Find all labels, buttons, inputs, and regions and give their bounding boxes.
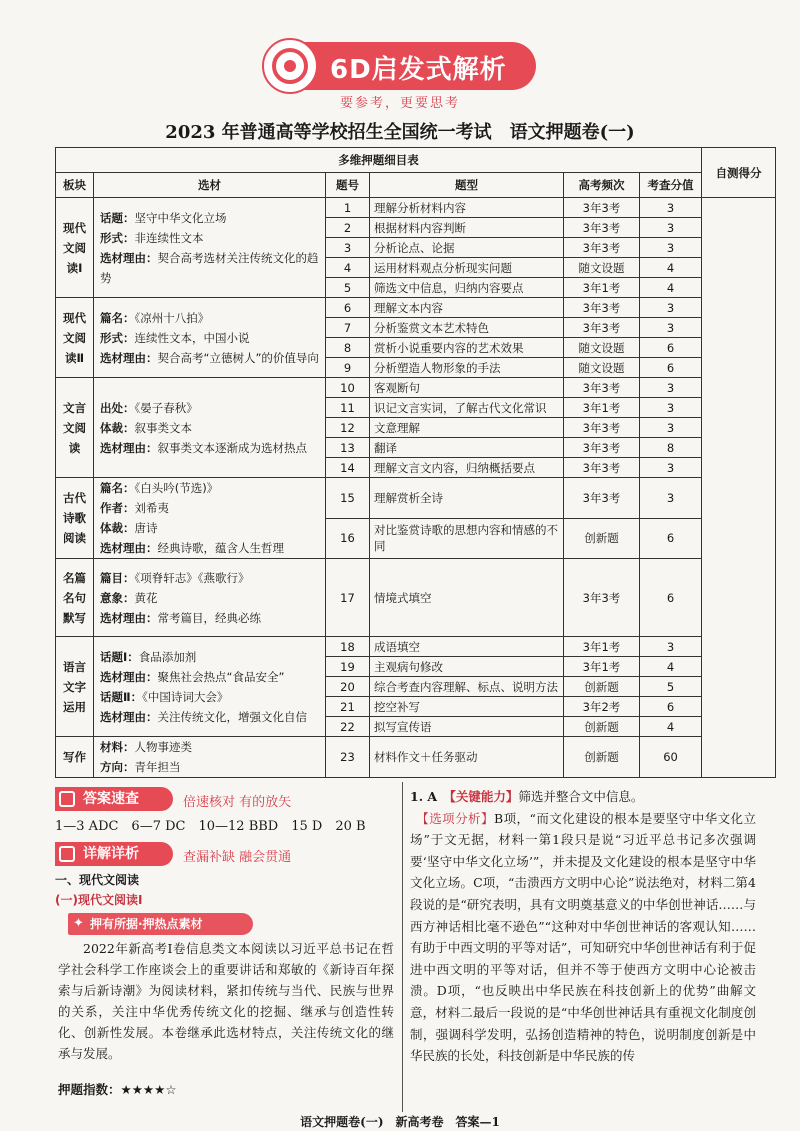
question-number: 22 [326,717,370,737]
option-analysis-text: B项，“而文化建设的根本是要坚守中华文化立场”于文无据，材料一第1段只是说“习近平总书记多次强调要‘坚守中华文化立场’”，并未提及文化建设的根本是坚守中华文化立场。C项，“击溃西方文明中心论”说法绝对，材料二第4段说的是“研究表明，具有文明奠基意义的中华创世神话……与西方神话相比毫不逊色”“这种对中华创世神话的客观认知……有助于中西文明的平等对话”，可知研究中华创世神话有利于促进中西文明的平等对话，但并不等于使西方文明中心论被击溃。D项，“也反映出中华民族在科技创新上的优势”曲解文意，材料二最后一段说的是“中华创世神话具有重视文化制度创制，强调科学发明，弘扬创造精神的特色，说明制度创新是中华民族的长处，科技创新是中华民族的传 [410,810,756,1064]
material-value: 叙事类文本逐渐成为选材热点 [157,440,307,455]
score-value: 3 [640,198,702,218]
exam-frequency: 3年3考 [564,438,640,458]
question-type: 识记文言实词，了解古代文化常识 [370,398,564,418]
question-number: 16 [326,518,370,559]
hot-topic-tag-label: 押有所据·押热点素材 [90,917,203,931]
score-value: 4 [640,278,702,298]
material-value: 青年担当 [134,760,181,774]
exam-frequency: 3年2考 [564,697,640,717]
question-number: 3 [326,238,370,258]
score-value: 3 [640,318,702,338]
material-cell [94,478,326,559]
q1-head: 1. A [410,789,438,804]
question-number: 23 [326,737,370,778]
banner-title: 6D启发式解析 [330,55,507,85]
exam-frequency: 3年3考 [564,238,640,258]
self-score-header: 自测得分 [702,148,776,198]
exam-frequency: 创新题 [564,518,640,559]
question-number: 6 [326,298,370,318]
exam-frequency: 创新题 [564,717,640,737]
material-value: 黄花 [134,590,158,605]
question-type: 分析论点、论据 [370,238,564,258]
question-type: 理解分析材料内容 [370,198,564,218]
category-cell: 语言文字运用 [56,637,94,737]
question-number: 21 [326,697,370,717]
material-label: 意象： [100,590,135,605]
table-row [56,559,776,637]
score-value: 6 [640,518,702,559]
table-row [56,478,776,519]
exam-frequency: 3年3考 [564,378,640,398]
material-label: 体裁： [100,521,135,535]
question-type: 分析鉴赏文本艺术特色 [370,318,564,338]
material-label: 篇目： [100,570,135,585]
question-type: 理解文言文内容，归纳概括要点 [370,458,564,478]
exam-frequency: 3年1考 [564,398,640,418]
option-analysis-label: 【选项分析】 [416,810,494,826]
table-row [56,298,776,318]
table-row [56,737,776,778]
detail-table [55,147,776,778]
question-number: 19 [326,657,370,677]
banner-slogan: 要参考，更要思考 [339,96,460,111]
star-icon: ✦ [73,916,84,931]
material-label: 选材理由： [100,669,158,684]
question-number: 12 [326,418,370,438]
target-icon [262,38,318,94]
exam-frequency: 3年3考 [564,559,640,637]
category-cell: 写作 [56,737,94,778]
exam-frequency: 随文设题 [564,338,640,358]
question-type: 成语填空 [370,637,564,657]
col-header: 题号 [326,173,370,198]
material-value: 契合高考“立德树人”的价值导向 [157,350,319,365]
question-number: 17 [326,559,370,637]
col-header: 板块 [56,173,94,198]
question-number: 9 [326,358,370,378]
question-type: 筛选文中信息，归纳内容要点 [370,278,564,298]
score-value: 6 [640,338,702,358]
material-label: 话题Ⅱ： [100,689,143,704]
material-value: 常考篇目，经典必练 [157,610,261,625]
material-label: 选材理由： [100,440,158,455]
answers-subtitle: 倍速核对 有的放矢 [183,795,292,810]
material-value: 叙事类文本 [134,420,192,435]
material-value: 关注传统文化，增强文化自信 [157,709,307,724]
question-type: 理解赏析全诗 [370,478,564,519]
material-label: 篇名： [100,481,135,495]
material-cell [94,198,326,298]
page-footer: 语文押题卷(一) 新高考卷 答案—1 [300,1115,500,1129]
exam-frequency: 创新题 [564,737,640,778]
question-type: 拟写宣传语 [370,717,564,737]
question-type: 情境式填空 [370,559,564,637]
exam-frequency: 3年3考 [564,198,640,218]
material-value: 《项脊轩志》《燕歌行》 [134,570,250,585]
answers-line: 1—3 ADC 6—7 DC 10—12 BBD 15 D 20 B [55,819,366,834]
material-value: 唐诗 [134,521,158,535]
material-cell [94,298,326,378]
answer-explanation [410,786,756,1067]
answers-header [55,787,395,811]
score-value: 3 [640,637,702,657]
material-label: 形式： [100,230,135,245]
question-number: 5 [326,278,370,298]
exam-frequency: 3年1考 [564,278,640,298]
score-value: 5 [640,677,702,697]
table-caption: 多维押题细目表 [56,148,702,173]
score-value: 4 [640,717,702,737]
material-label: 话题Ⅰ： [100,649,139,664]
table-row [56,378,776,398]
question-type: 主观病句修改 [370,657,564,677]
score-value: 8 [640,438,702,458]
analysis-header-label: 详解详析 [83,846,139,862]
col-header: 高考频次 [564,173,640,198]
question-number: 15 [326,478,370,519]
notebook-icon [59,846,75,862]
material-cell [94,637,326,737]
material-value: 聚焦社会热点“食品安全” [157,669,285,684]
exam-frequency: 创新题 [564,677,640,697]
table-header-row [56,173,776,198]
score-value: 3 [640,218,702,238]
material-value: 《凉州十八拍》 [134,310,210,325]
question-type: 根据材料内容判断 [370,218,564,238]
question-number: 4 [326,258,370,278]
exam-frequency: 3年1考 [564,637,640,657]
question-type: 理解文本内容 [370,298,564,318]
question-number: 8 [326,338,370,358]
material-cell [94,559,326,637]
exam-frequency: 3年3考 [564,478,640,519]
question-type: 运用材料观点分析现实问题 [370,258,564,278]
score-value: 6 [640,358,702,378]
material-cell [94,378,326,478]
material-value: 《中国诗词大会》 [142,689,229,704]
material-label: 选材理由： [100,541,158,555]
question-number: 7 [326,318,370,338]
exam-title: 2023 年普通高等学校招生全国统一考试 语文押题卷(一) [165,122,635,143]
material-cell [94,737,326,778]
material-label: 材料： [100,740,135,754]
col-header: 考查分值 [640,173,702,198]
col-header: 选材 [94,173,326,198]
material-label: 选材理由： [100,709,158,724]
material-value: 刘希夷 [134,501,169,515]
score-value: 3 [640,298,702,318]
question-number: 13 [326,438,370,458]
material-label: 选材理由： [100,610,158,625]
category-cell: 现代文阅读Ⅰ [56,198,94,298]
score-value: 3 [640,398,702,418]
material-label: 篇名： [100,310,135,325]
material-value: 《晏子春秋》 [134,400,198,415]
intro-paragraph: 2022年新高考Ⅰ卷信息类文本阅读以习近平总书记在哲学社会科学工作座谈会上的重要讲话和郑敏的《新诗百年探索与后新诗潮》为阅读材料，紧扣传统与当代、民族与世界的关系，关注中华优秀传统文化的挖掘、继承与创造性转化、创新性发展。本卷继承此选材特点，关注传统文化的继承与发展。 [58,941,394,1061]
material-label: 选材理由： [100,250,158,265]
material-label: 形式： [100,330,135,345]
score-value: 4 [640,258,702,278]
section-title: 一、现代文阅读 [55,873,140,887]
score-value: 3 [640,418,702,438]
score-value: 3 [640,458,702,478]
material-value: 契合高考选材关注传统文化的趋势 [100,250,319,285]
question-number: 11 [326,398,370,418]
magnifier-icon [59,791,75,807]
material-value: 连续性文本，中国小说 [134,330,250,345]
banner [268,42,536,90]
score-value: 3 [640,478,702,519]
category-cell: 古代诗歌阅读 [56,478,94,559]
score-value: 60 [640,737,702,778]
analysis-subtitle: 查漏补缺 融会贯通 [183,850,292,865]
material-label: 体裁： [100,420,135,435]
score-value: 6 [640,697,702,717]
key-ability-label: 【关键能力】 [449,789,519,804]
question-type: 材料作文＋任务驱动 [370,737,564,778]
score-value: 3 [640,378,702,398]
question-number: 1 [326,198,370,218]
question-type: 对比鉴赏诗歌的思想内容和情感的不同 [370,518,564,559]
material-label: 作者： [100,501,135,515]
material-value: 食品添加剂 [138,649,197,664]
exam-frequency: 随文设题 [564,358,640,378]
material-label: 方向： [100,760,135,774]
table-row [56,198,776,218]
exam-frequency: 3年1考 [564,657,640,677]
category-cell: 文言文阅读 [56,378,94,478]
exam-frequency: 3年3考 [564,458,640,478]
question-number: 10 [326,378,370,398]
question-type: 赏析小说重要内容的艺术效果 [370,338,564,358]
hot-topic-tag [68,913,253,935]
category-cell: 名篇名句默写 [56,559,94,637]
exam-frequency: 随文设题 [564,258,640,278]
question-number: 14 [326,458,370,478]
category-cell: 现代文阅读Ⅱ [56,298,94,378]
material-label: 选材理由： [100,350,158,365]
exam-frequency: 3年3考 [564,218,640,238]
question-type: 客观断句 [370,378,564,398]
question-type: 综合考查内容理解、标点、说明方法 [370,677,564,697]
exam-frequency: 3年3考 [564,318,640,338]
self-score-cell[interactable] [702,198,776,778]
exam-frequency: 3年3考 [564,298,640,318]
question-type: 分析塑造人物形象的手法 [370,358,564,378]
material-value: 《白头吟(节选)》 [134,481,219,495]
material-label: 出处： [100,400,135,415]
column-divider [402,782,403,1112]
material-value: 非连续性文本 [134,230,204,245]
analysis-header [55,842,395,866]
score-value: 6 [640,559,702,637]
question-number: 18 [326,637,370,657]
key-ability-text: 筛选并整合文中信息。 [518,789,644,804]
material-label: 话题： [100,210,135,225]
exam-frequency: 3年3考 [564,418,640,438]
subsection-title: (一)现代文阅读Ⅰ [55,893,143,907]
question-number: 20 [326,677,370,697]
material-value: 经典诗歌，蕴含人生哲理 [157,541,284,555]
material-value: 坚守中华文化立场 [134,210,227,225]
question-type: 挖空补写 [370,697,564,717]
question-type: 文意理解 [370,418,564,438]
table-row [56,637,776,657]
question-type: 翻译 [370,438,564,458]
col-header: 题型 [370,173,564,198]
score-value: 3 [640,238,702,258]
answers-header-label: 答案速查 [83,791,139,807]
prediction-index: 押题指数：★★★★☆ [58,1082,177,1097]
material-value: 人物事迹类 [134,740,192,754]
score-value: 4 [640,657,702,677]
question-number: 2 [326,218,370,238]
